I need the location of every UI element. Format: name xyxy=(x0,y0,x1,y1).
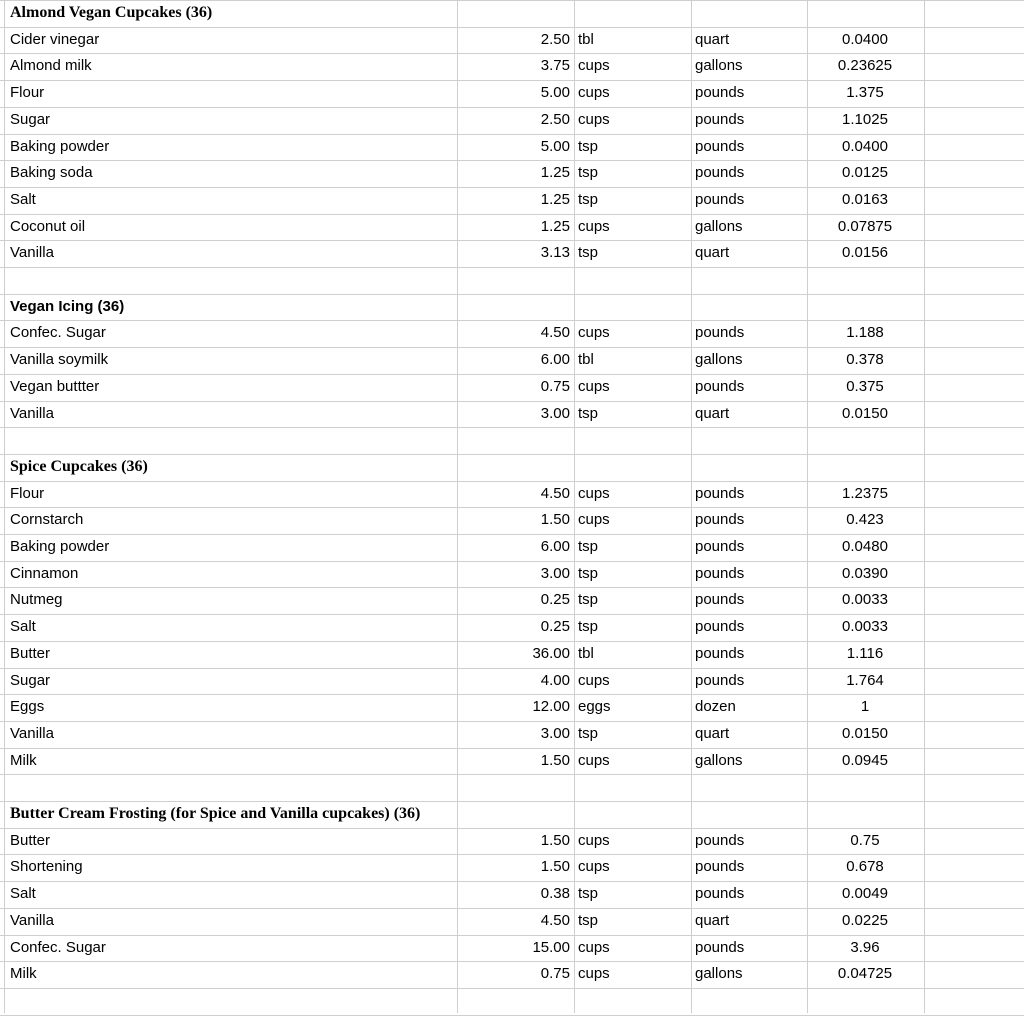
recipe-quantity[interactable]: 3.75 xyxy=(540,57,570,74)
bulk-unit[interactable]: pounds xyxy=(695,538,745,555)
ingredient-name[interactable]: Baking powder xyxy=(10,538,110,555)
bulk-quantity[interactable]: 0.0390 xyxy=(842,565,888,582)
ingredient-name[interactable]: Milk xyxy=(10,965,37,982)
bulk-unit[interactable]: pounds xyxy=(695,832,745,849)
recipe-unit[interactable]: cups xyxy=(578,218,610,235)
recipe-quantity[interactable]: 4.00 xyxy=(540,672,570,689)
bulk-unit[interactable]: quart xyxy=(695,405,730,422)
recipe-unit[interactable]: cups xyxy=(578,672,610,689)
bulk-quantity[interactable]: 1.116 xyxy=(846,645,884,662)
recipe-quantity[interactable]: 36.00 xyxy=(532,645,570,662)
bulk-unit[interactable]: pounds xyxy=(695,324,745,341)
recipe-unit[interactable]: cups xyxy=(578,324,610,341)
bulk-unit[interactable]: gallons xyxy=(695,752,743,769)
recipe-unit[interactable]: cups xyxy=(578,485,610,502)
ingredient-name[interactable]: Milk xyxy=(10,752,37,769)
recipe-unit[interactable]: tsp xyxy=(578,565,599,582)
bulk-unit[interactable]: pounds xyxy=(695,485,745,502)
bulk-quantity[interactable]: 0.0480 xyxy=(842,538,888,555)
bulk-unit[interactable]: pounds xyxy=(695,164,745,181)
recipe-unit[interactable]: cups xyxy=(578,858,610,875)
bulk-unit[interactable]: quart xyxy=(695,912,730,929)
bulk-unit[interactable]: pounds xyxy=(695,885,745,902)
bulk-quantity[interactable]: 1 xyxy=(860,698,870,715)
bulk-quantity[interactable]: 1.188 xyxy=(846,324,884,341)
bulk-quantity[interactable]: 0.678 xyxy=(846,858,884,875)
recipe-quantity[interactable]: 2.50 xyxy=(540,31,570,48)
recipe-unit[interactable]: tsp xyxy=(578,618,599,635)
ingredient-name[interactable]: Coconut oil xyxy=(10,218,86,235)
section-title[interactable]: Almond Vegan Cupcakes (36) xyxy=(10,4,213,21)
ingredient-name[interactable]: Cider vinegar xyxy=(10,31,100,48)
bulk-quantity[interactable]: 0.375 xyxy=(846,378,884,395)
bulk-quantity[interactable]: 0.0049 xyxy=(842,885,888,902)
ingredient-name[interactable]: Vanilla xyxy=(10,725,54,742)
recipe-quantity[interactable]: 0.38 xyxy=(540,885,570,902)
ingredient-name[interactable]: Vanilla xyxy=(10,912,54,929)
bulk-unit[interactable]: pounds xyxy=(695,591,745,608)
ingredient-name[interactable]: Eggs xyxy=(10,698,45,715)
recipe-unit[interactable]: tsp xyxy=(578,191,599,208)
ingredient-name[interactable]: Vegan buttter xyxy=(10,378,100,395)
ingredient-name[interactable]: Flour xyxy=(10,84,45,101)
recipe-quantity[interactable]: 0.25 xyxy=(540,591,570,608)
recipe-quantity[interactable]: 1.50 xyxy=(540,752,570,769)
bulk-unit[interactable]: pounds xyxy=(695,618,745,635)
bulk-quantity[interactable]: 0.0400 xyxy=(842,31,888,48)
ingredient-name[interactable]: Vanilla xyxy=(10,244,54,261)
recipe-quantity[interactable]: 0.25 xyxy=(540,618,570,635)
bulk-unit[interactable]: pounds xyxy=(695,138,745,155)
bulk-quantity[interactable]: 0.07875 xyxy=(837,218,893,235)
bulk-quantity[interactable]: 0.04725 xyxy=(837,965,893,982)
bulk-quantity[interactable]: 1.1025 xyxy=(842,111,888,128)
recipe-quantity[interactable]: 3.00 xyxy=(540,565,570,582)
recipe-unit[interactable]: tbl xyxy=(578,351,594,368)
recipe-unit[interactable]: cups xyxy=(578,84,610,101)
ingredient-name[interactable]: Salt xyxy=(10,618,36,635)
ingredient-name[interactable]: Vanilla soymilk xyxy=(10,351,109,368)
bulk-quantity[interactable]: 0.378 xyxy=(846,351,884,368)
ingredient-name[interactable]: Cinnamon xyxy=(10,565,79,582)
recipe-unit[interactable]: eggs xyxy=(578,698,611,715)
bulk-unit[interactable]: pounds xyxy=(695,858,745,875)
recipe-unit[interactable]: tbl xyxy=(578,645,594,662)
ingredient-name[interactable]: Baking soda xyxy=(10,164,93,181)
bulk-quantity[interactable]: 0.0156 xyxy=(842,244,888,261)
recipe-quantity[interactable]: 6.00 xyxy=(540,538,570,555)
bulk-quantity[interactable]: 3.96 xyxy=(850,939,880,956)
bulk-unit[interactable]: quart xyxy=(695,244,730,261)
recipe-quantity[interactable]: 4.50 xyxy=(540,324,570,341)
ingredient-name[interactable]: Vanilla xyxy=(10,405,54,422)
ingredient-name[interactable]: Cornstarch xyxy=(10,511,84,528)
bulk-unit[interactable]: pounds xyxy=(695,645,745,662)
bulk-unit[interactable]: quart xyxy=(695,725,730,742)
recipe-unit[interactable]: cups xyxy=(578,939,610,956)
bulk-unit[interactable]: gallons xyxy=(695,218,743,235)
bulk-unit[interactable]: pounds xyxy=(695,84,745,101)
bulk-quantity[interactable]: 0.75 xyxy=(850,832,880,849)
recipe-unit[interactable]: tsp xyxy=(578,725,599,742)
ingredient-name[interactable]: Flour xyxy=(10,485,45,502)
recipe-unit[interactable]: tbl xyxy=(578,31,594,48)
bulk-quantity[interactable]: 0.0033 xyxy=(842,591,888,608)
ingredient-name[interactable]: Baking powder xyxy=(10,138,110,155)
bulk-quantity[interactable]: 0.423 xyxy=(846,511,884,528)
bulk-unit[interactable]: pounds xyxy=(695,939,745,956)
ingredient-name[interactable]: Nutmeg xyxy=(10,591,63,608)
bulk-quantity[interactable]: 0.0225 xyxy=(842,912,888,929)
recipe-quantity[interactable]: 5.00 xyxy=(540,138,570,155)
bulk-quantity[interactable]: 0.0163 xyxy=(842,191,888,208)
recipe-unit[interactable]: cups xyxy=(578,111,610,128)
ingredient-name[interactable]: Salt xyxy=(10,885,36,902)
recipe-quantity[interactable]: 1.50 xyxy=(540,511,570,528)
section-title[interactable]: Vegan Icing (36) xyxy=(10,298,125,315)
bulk-unit[interactable]: quart xyxy=(695,31,730,48)
recipe-unit[interactable]: tsp xyxy=(578,591,599,608)
bulk-quantity[interactable]: 0.0400 xyxy=(842,138,888,155)
bulk-quantity[interactable]: 0.0150 xyxy=(842,405,888,422)
recipe-quantity[interactable]: 3.13 xyxy=(540,244,570,261)
bulk-quantity[interactable]: 0.0125 xyxy=(842,164,888,181)
bulk-quantity[interactable]: 1.764 xyxy=(846,672,884,689)
recipe-quantity[interactable]: 4.50 xyxy=(540,912,570,929)
bulk-unit[interactable]: gallons xyxy=(695,351,743,368)
bulk-unit[interactable]: pounds xyxy=(695,511,745,528)
bulk-quantity[interactable]: 0.23625 xyxy=(837,57,893,74)
bulk-unit[interactable]: dozen xyxy=(695,698,736,715)
bulk-unit[interactable]: pounds xyxy=(695,111,745,128)
recipe-quantity[interactable]: 1.25 xyxy=(540,218,570,235)
ingredient-name[interactable]: Butter xyxy=(10,645,51,662)
recipe-quantity[interactable]: 5.00 xyxy=(540,84,570,101)
recipe-unit[interactable]: tsp xyxy=(578,164,599,181)
recipe-unit[interactable]: cups xyxy=(578,378,610,395)
bulk-quantity[interactable]: 0.0945 xyxy=(842,752,888,769)
ingredient-name[interactable]: Shortening xyxy=(10,858,83,875)
recipe-unit[interactable]: cups xyxy=(578,511,610,528)
section-title[interactable]: Spice Cupcakes (36) xyxy=(10,458,148,475)
ingredient-name[interactable]: Sugar xyxy=(10,672,51,689)
ingredient-name[interactable]: Salt xyxy=(10,191,36,208)
recipe-quantity[interactable]: 6.00 xyxy=(540,351,570,368)
bulk-unit[interactable]: pounds xyxy=(695,191,745,208)
recipe-quantity[interactable]: 0.75 xyxy=(540,378,570,395)
recipe-quantity[interactable]: 12.00 xyxy=(532,698,570,715)
ingredient-name[interactable]: Butter xyxy=(10,832,51,849)
ingredient-name[interactable]: Confec. Sugar xyxy=(10,939,106,956)
ingredient-name[interactable]: Almond milk xyxy=(10,57,92,74)
recipe-unit[interactable]: tsp xyxy=(578,538,599,555)
recipe-unit[interactable]: tsp xyxy=(578,885,599,902)
section-title[interactable]: Butter Cream Frosting (for Spice and Vanilla cupcakes) (36) xyxy=(10,805,421,822)
bulk-quantity[interactable]: 1.2375 xyxy=(842,485,888,502)
bulk-unit[interactable]: pounds xyxy=(695,378,745,395)
bulk-quantity[interactable]: 1.375 xyxy=(846,84,884,101)
recipe-quantity[interactable]: 3.00 xyxy=(540,405,570,422)
recipe-unit[interactable]: tsp xyxy=(578,405,599,422)
recipe-unit[interactable]: cups xyxy=(578,752,610,769)
recipe-quantity[interactable]: 15.00 xyxy=(532,939,570,956)
recipe-quantity[interactable]: 0.75 xyxy=(540,965,570,982)
recipe-quantity[interactable]: 1.50 xyxy=(540,832,570,849)
bulk-unit[interactable]: gallons xyxy=(695,57,743,74)
recipe-quantity[interactable]: 2.50 xyxy=(540,111,570,128)
ingredient-name[interactable]: Confec. Sugar xyxy=(10,324,106,341)
ingredient-name[interactable]: Sugar xyxy=(10,111,51,128)
recipe-quantity[interactable]: 1.50 xyxy=(540,858,570,875)
recipe-quantity[interactable]: 4.50 xyxy=(540,485,570,502)
bulk-unit[interactable]: pounds xyxy=(695,672,745,689)
recipe-unit[interactable]: cups xyxy=(578,57,610,74)
bulk-quantity[interactable]: 0.0033 xyxy=(842,618,888,635)
recipe-quantity[interactable]: 1.25 xyxy=(540,164,570,181)
recipe-unit[interactable]: cups xyxy=(578,832,610,849)
recipe-unit[interactable]: tsp xyxy=(578,138,599,155)
recipe-quantity[interactable]: 1.25 xyxy=(540,191,570,208)
recipe-quantity[interactable]: 3.00 xyxy=(540,725,570,742)
bulk-unit[interactable]: gallons xyxy=(695,965,743,982)
recipe-unit[interactable]: tsp xyxy=(578,244,599,261)
recipe-unit[interactable]: tsp xyxy=(578,912,599,929)
recipe-unit[interactable]: cups xyxy=(578,965,610,982)
bulk-quantity[interactable]: 0.0150 xyxy=(842,725,888,742)
bulk-unit[interactable]: pounds xyxy=(695,565,745,582)
